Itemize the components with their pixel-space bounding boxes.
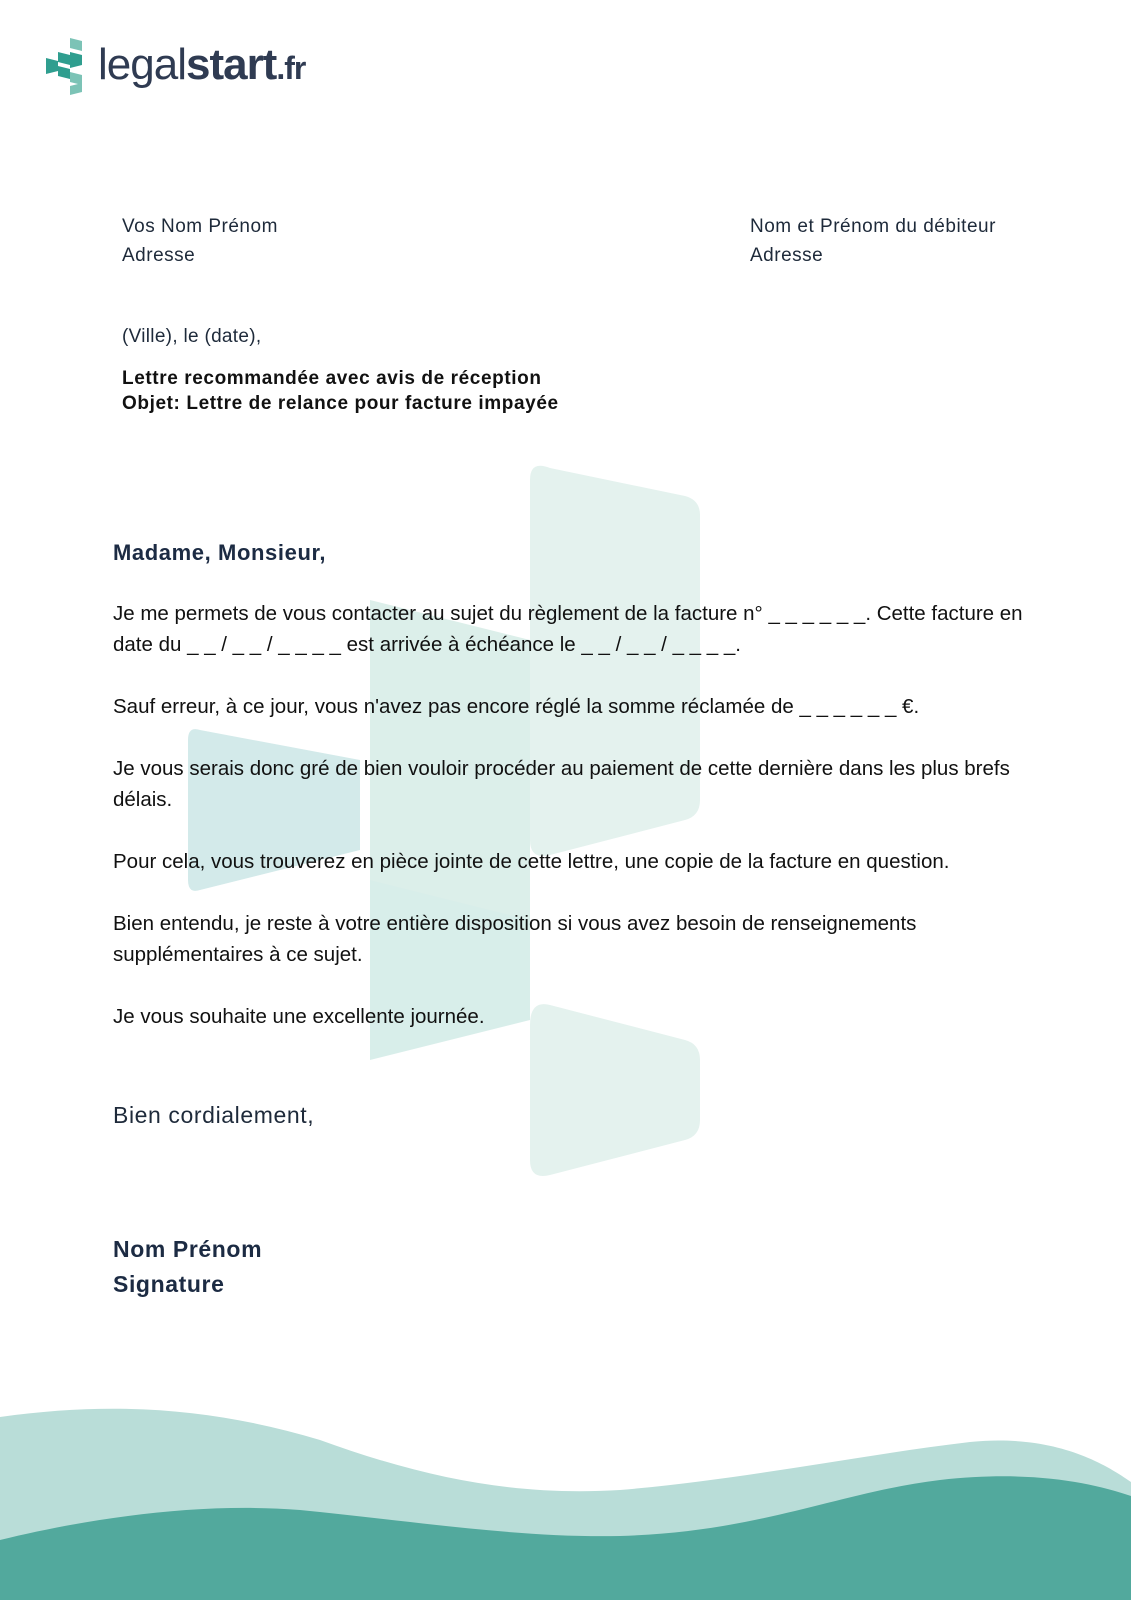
signature-name: Nom Prénom [113, 1236, 263, 1262]
paragraph: Bien entendu, je reste à votre entière disposition si vous avez besoin de renseignements supplémentaires à ce sujet. [113, 912, 917, 966]
recipient-name: Nom et Prénom du débiteur [750, 216, 996, 237]
paragraph: Pour cela, vous trouverez en pièce jointe de cette lettre, une copie de la facture en question. [113, 850, 950, 873]
logo-text-light: legal [98, 40, 186, 89]
paragraph: Je vous souhaite une excellente journée. [113, 1005, 485, 1028]
place-date: (Ville), le (date), [122, 326, 262, 347]
sender-block [122, 212, 278, 270]
signature-label: Signature [113, 1271, 225, 1297]
footer-wave [0, 1400, 1131, 1600]
recipient-address: Adresse [750, 245, 824, 266]
paragraph: Je vous serais donc gré de bien vouloir procéder au paiement de cette dernière dans les plus brefs délais. [113, 757, 1010, 811]
recipient-block [750, 212, 996, 270]
sender-name: Vos Nom Prénom [122, 216, 278, 237]
logo-text-tld: .fr [276, 50, 306, 86]
subject-block [122, 366, 559, 416]
logo-text-bold: start [185, 40, 277, 89]
letter-body [113, 598, 1033, 1063]
logo-mark-icon [44, 34, 90, 96]
subject-line: Objet: Lettre de relance pour facture impayée [122, 393, 559, 414]
logo-wordmark [98, 40, 306, 89]
salutation: Madame, Monsieur, [113, 540, 327, 565]
brand-logo [44, 34, 305, 96]
paragraph: Je me permets de vous contacter au sujet du règlement de la facture n° _ _ _ _ _ _. Cette facture en date du _ _ / _ _ / _ _ _ _ est arrivée à échéance le _ _ / _ _ / _ _ _ _. [113, 602, 1023, 656]
mail-type: Lettre recommandée avec avis de réception [122, 368, 542, 389]
closing: Bien cordialement, [113, 1102, 315, 1128]
sender-address: Adresse [122, 245, 196, 266]
signature-block [113, 1232, 262, 1302]
paragraph: Sauf erreur, à ce jour, vous n'avez pas encore réglé la somme réclamée de _ _ _ _ _ _ €. [113, 695, 920, 718]
